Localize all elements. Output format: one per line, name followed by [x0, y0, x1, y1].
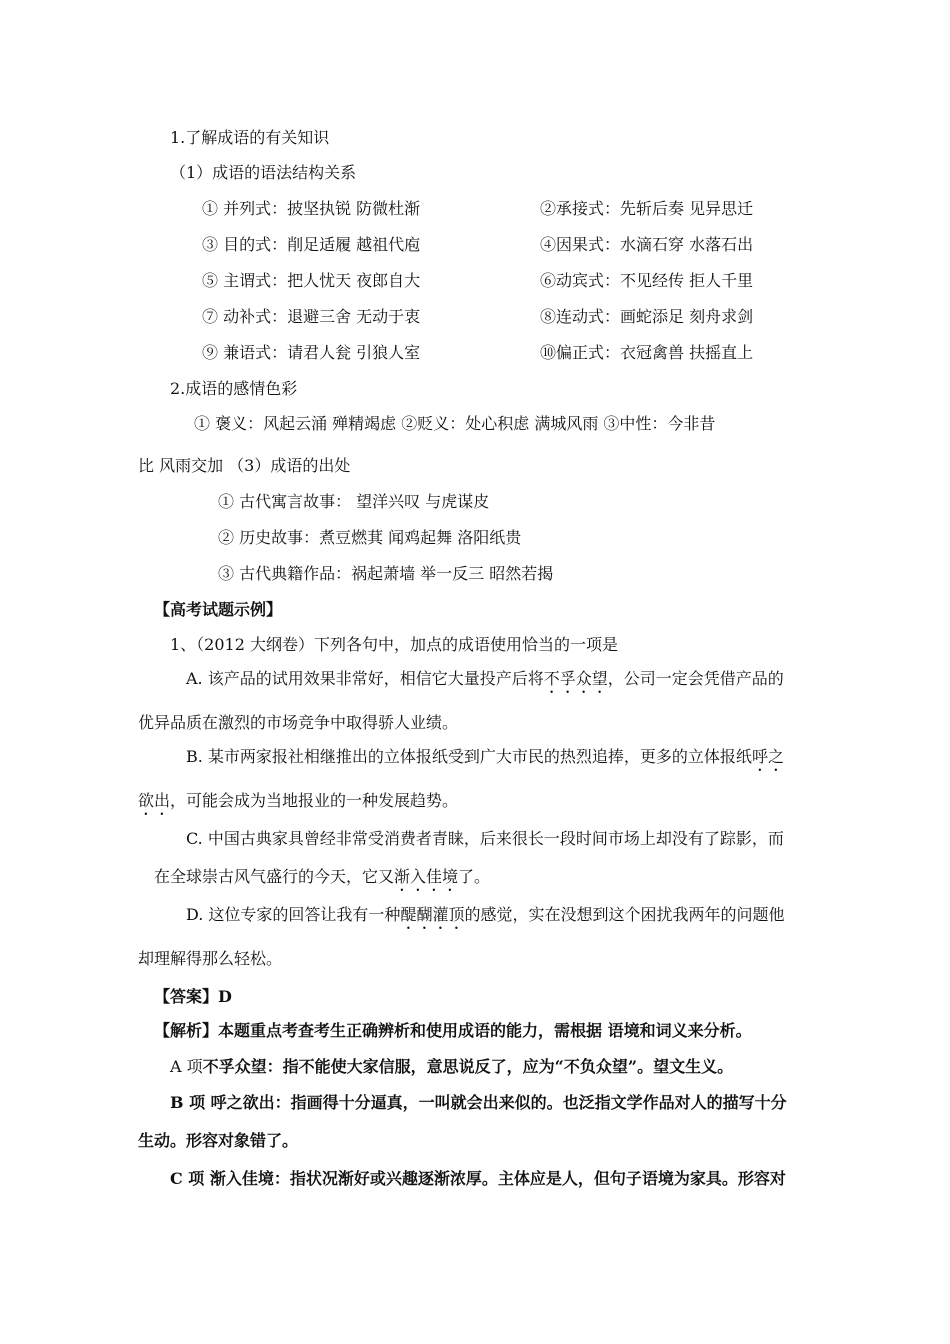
- emotion-line-1: ① 褒义：风起云涌 殚精竭虑 ②贬义：处心积虑 满城风雨 ③中性：今非昔: [194, 414, 716, 433]
- origin-1: ① 古代寓言故事： 望洋兴叹 与虎谋皮: [218, 492, 490, 511]
- option-c-idiom: 渐入佳境: [394, 867, 459, 886]
- analysis-c-line-1: C 项 渐入佳境：指状况渐好或兴趣逐渐浓厚。主体应是人，但句子语境为家具。形容对: [170, 1169, 786, 1188]
- structure-left-2: ③ 目的式：削足适履 越祖代庖: [202, 235, 421, 254]
- option-c-line-1: C. 中国古典家具曾经非常受消费者青睐，后来很长一段时间市场上却没有了踪影，而: [186, 829, 784, 848]
- section-2-title: 2.成语的感情色彩: [170, 379, 298, 398]
- section-1-subtitle: （1）成语的语法结构关系: [170, 163, 357, 182]
- analysis-a: A 项不孚众望：指不能使大家信服，意思说反了，应为“不负众望”。望文生义。: [170, 1057, 734, 1076]
- option-b-idiom-part-1: 呼之: [751, 747, 784, 766]
- emotion-line-2: 比 风雨交加 （3）成语的出处: [138, 456, 351, 475]
- option-b-line-2: 欲出，可能会成为当地报业的一种发展趋势。: [138, 791, 459, 810]
- option-d-line-1: D. 这位专家的回答让我有一种醍醐灌顶的感觉，实在没想到这个困扰我两年的问题他: [186, 905, 785, 924]
- section-1-title: 1.了解成语的有关知识: [170, 128, 330, 147]
- analysis-intro: 【解析】本题重点考查考生正确辨析和使用成语的能力，需根据 语境和词义来分析。: [154, 1021, 752, 1040]
- option-d-idiom: 醍醐灌顶: [400, 905, 465, 924]
- option-a-idiom: 不孚众望: [543, 669, 608, 688]
- option-b-line-1: B. 某市两家报社相继推出的立体报纸受到广大市民的热烈追捧，更多的立体报纸呼之: [186, 747, 784, 766]
- option-b-idiom-part-2: 欲出: [138, 791, 171, 810]
- option-c-line-2: 在全球崇古风气盛行的今天，它又渐入佳境了。: [154, 867, 491, 886]
- structure-right-2: ④因果式：水滴石穿 水落石出: [540, 235, 754, 254]
- option-d-line-2: 却理解得那么轻松。: [138, 949, 283, 968]
- option-a-line-2: 优异品质在激烈的市场竞争中取得骄人业绩。: [138, 713, 459, 732]
- origin-2: ② 历史故事：煮豆燃萁 闻鸡起舞 洛阳纸贵: [218, 528, 522, 547]
- structure-left-3: ⑤ 主谓式：把人忧天 夜郎自大: [202, 271, 421, 290]
- structure-right-4: ⑧连动式：画蛇添足 刻舟求剑: [540, 307, 754, 326]
- answer: 【答案】D: [154, 987, 232, 1006]
- origin-3: ③ 古代典籍作品：祸起萧墙 举一反三 昭然若揭: [218, 564, 554, 583]
- structure-left-5: ⑨ 兼语式：请君人瓮 引狼人室: [202, 343, 421, 362]
- option-a-line-1: A. 该产品的试用效果非常好，相信它大量投产后将不孚众望，公司一定会凭借产品的: [186, 669, 784, 688]
- analysis-b-line-2: 生动。形容对象错了。: [138, 1131, 299, 1150]
- analysis-b-line-1: B 项 呼之欲出：指画得十分逼真，一叫就会出来似的。也泛指文学作品对人的描写十分: [170, 1093, 787, 1112]
- structure-right-1: ②承接式：先斩后奏 见异思迁: [540, 199, 754, 218]
- structure-right-3: ⑥动宾式：不见经传 拒人千里: [540, 271, 754, 290]
- structure-left-4: ⑦ 动补式：退避三舍 无动于衷: [202, 307, 421, 326]
- question-1: 1、（2012 大纲卷）下列各句中，加点的成语使用恰当的一项是: [170, 635, 618, 654]
- exam-header: 【高考试题示例】: [154, 600, 283, 619]
- structure-right-5: ⑩偏正式：衣冠禽兽 扶摇直上: [540, 343, 754, 362]
- structure-left-1: ① 并列式：披坚执锐 防微杜渐: [202, 199, 421, 218]
